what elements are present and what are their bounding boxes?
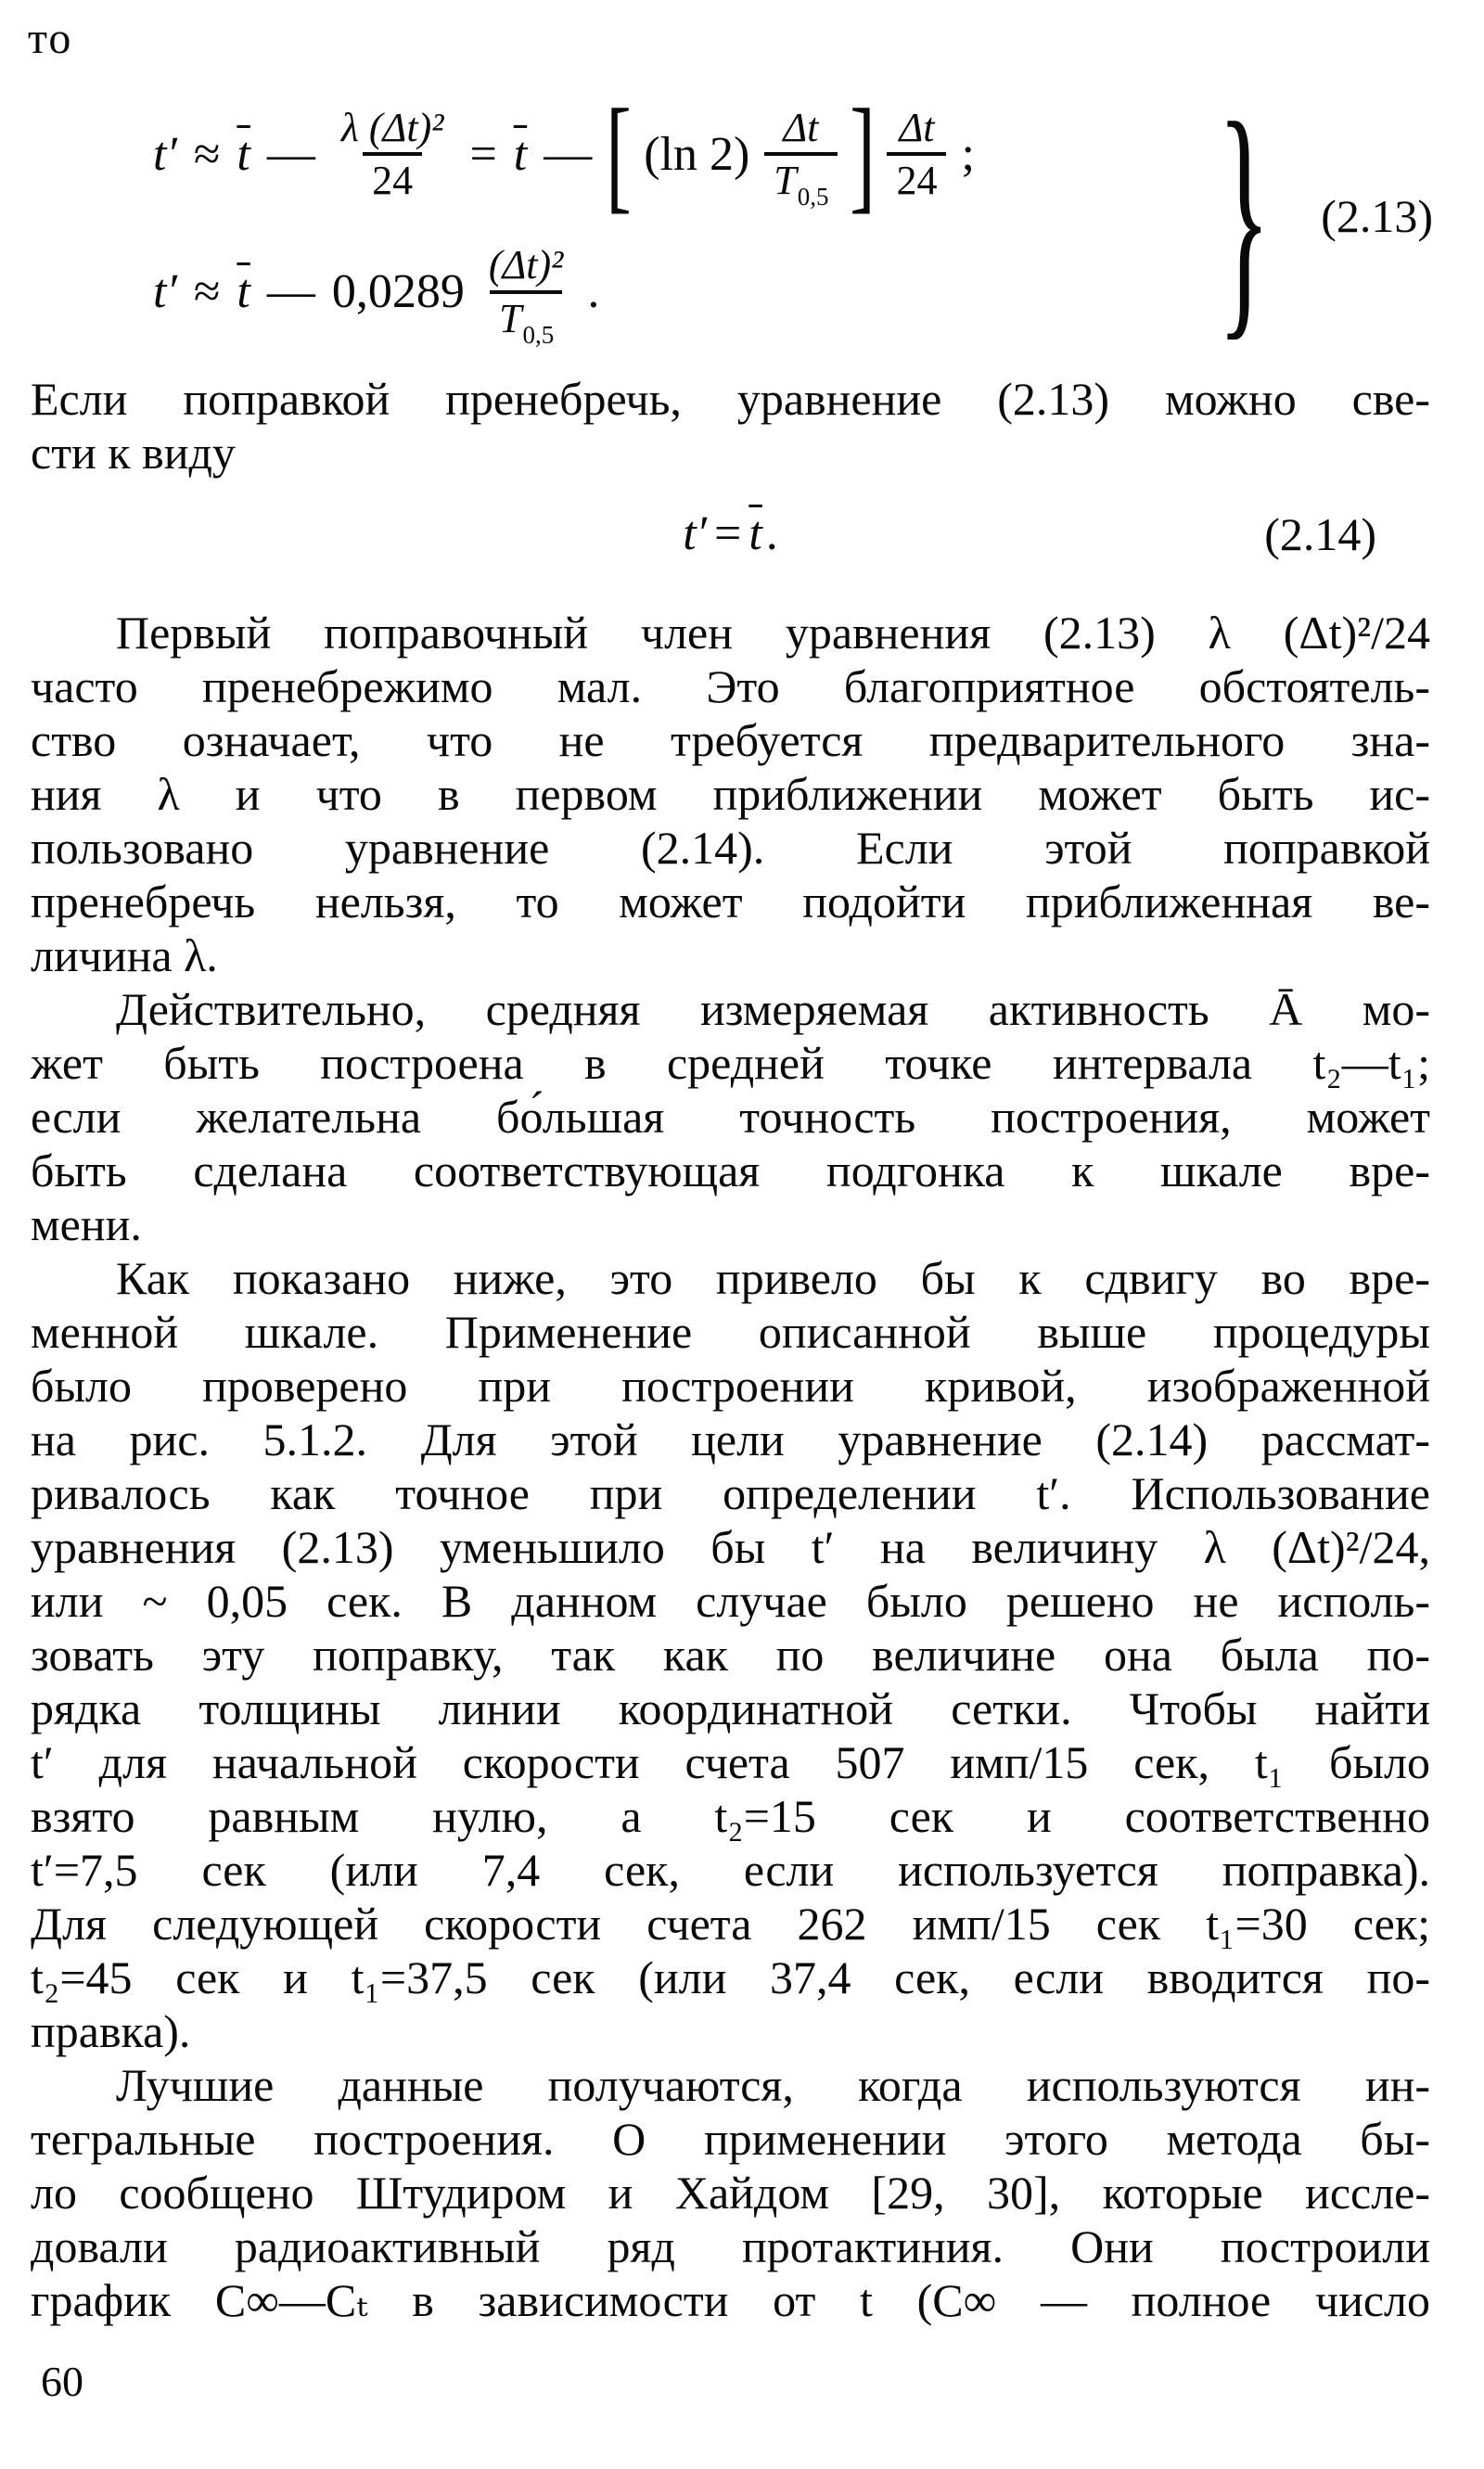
text-line: t′=7,5 сек (или 7,4 сек, если используется поправка). [31, 1844, 1430, 1896]
text-line: Если поправкой пренебречь, уравнение (2.13) можно све- [31, 373, 1430, 425]
t-half-symbol: T [498, 295, 522, 341]
fraction-numerator: Δt [899, 104, 935, 150]
text-line: ло сообщено Штудиром и Хайдом [29, 30], которые иссле- [31, 2167, 1430, 2219]
t-bar: $\overline{t}$ [237, 127, 250, 181]
t-prime: t′ [153, 265, 177, 318]
text-line: Лучшие данные получаются, когда используются ин- [116, 2059, 1430, 2111]
text-line: Действительно, средняя измеряемая активность Ā мо- [116, 983, 1430, 1035]
equation-2-13 [153, 69, 1433, 362]
equation-2-13-label: (2.13) [1321, 189, 1433, 242]
fraction-dt-over-24 [887, 105, 946, 204]
text-line: жет быть построена в средней точке интервала t₂—t₁; [31, 1037, 1430, 1089]
equals-sign: = [714, 507, 742, 560]
text-line: Как показано ниже, это привело бы к сдвигу во вре- [116, 1252, 1430, 1304]
text-line: уравнения (2.13) уменьшило бы t′ на величину λ (Δt)²/24, [31, 1521, 1430, 1573]
equals-sign: = [469, 127, 497, 181]
t-half-symbol: T [774, 158, 797, 204]
text-line: на рис. 5.1.2. Для этой цели уравнение (2.14) рассмат- [31, 1414, 1430, 1465]
text-line: часто пренебрежимо мал. Это благоприятное обстоятель- [31, 660, 1430, 712]
paragraph-lead-word: то [28, 14, 73, 63]
coefficient: 0,0289 [331, 265, 465, 318]
equation-2-13-lines [153, 83, 1192, 349]
text-line: ство означает, что не требуется предварительного зна- [31, 714, 1430, 766]
text-line: ривалось как точное при определении t′. Использование [31, 1467, 1430, 1519]
text-line: менной шкале. Применение описанной выше процедуры [31, 1306, 1430, 1358]
fraction-denominator [764, 152, 837, 211]
text-line: пренебречь нельзя, то может подойти приближенная ве- [31, 876, 1430, 927]
paragraph-intro [31, 372, 1430, 480]
text-line: Для следующей скорости счета 262 имп/15 сек t₁=30 сек; [31, 1898, 1430, 1950]
approx-sign: ≈ [193, 127, 221, 181]
fraction-numerator: (Δt)² [488, 242, 564, 288]
equation-2-14-label: (2.14) [1264, 508, 1376, 560]
minus-sign: — [266, 265, 315, 318]
text-line: сти к виду [31, 427, 236, 479]
page-number: 60 [41, 2358, 83, 2405]
text-line: ния λ и что в первом приближении может быть ис- [31, 768, 1430, 820]
text-line: довали радиоактивный ряд протактиния. Они построили [31, 2220, 1430, 2272]
paragraph-average-activity [31, 982, 1430, 1251]
text-line: рядка толщины линии координатной сетки. Чтобы найти [31, 1682, 1430, 1734]
right-curly-brace: } [1217, 69, 1272, 362]
fraction-denominator [490, 290, 562, 349]
right-square-bracket: ] [849, 83, 876, 225]
text-line: было проверено при построении кривой, изображенной [31, 1360, 1430, 1412]
period: . [587, 265, 600, 318]
text-line: пользовано уравнение (2.14). Если этой поправкой [31, 822, 1430, 874]
text-line: t′ для начальной скорости счета 507 имп/15 сек, t₁ было [31, 1736, 1430, 1788]
text-line: t₂=45 сек и t₁=37,5 сек (или 37,4 сек, если вводится по- [31, 1951, 1430, 2003]
approx-sign: ≈ [193, 265, 221, 318]
text-line: личина λ. [31, 929, 218, 981]
semicolon: ; [961, 127, 975, 181]
text-line: мени. [31, 1198, 142, 1250]
fraction-denominator: 24 [363, 152, 422, 203]
t-bar: $\overline{t}$ [513, 127, 528, 181]
t-bar: $\overline{t}$ [237, 265, 250, 318]
text-line: или ~ 0,05 сек. В данном случае было решено не исполь- [31, 1575, 1430, 1627]
t-half-subscript: 0,5 [797, 183, 829, 211]
minus-sign: — [544, 127, 593, 181]
text-line: быть сделана соответствующая подгонка к шкале вре- [31, 1145, 1430, 1196]
text-line: зовать эту поправку, так как по величине она была по- [31, 1629, 1430, 1681]
fraction-dt-over-t-half [764, 104, 837, 211]
text-line: Первый поправочный член уравнения (2.13) λ (Δt)²/24 [116, 607, 1430, 659]
equation-2-14-body [679, 507, 782, 560]
t-bar: $\overline{t}$ [748, 507, 762, 560]
text-line: если желательна бо́льшая точность построения, может [31, 1091, 1430, 1143]
minus-sign: — [266, 127, 315, 181]
text-line: тегральные построения. О применении этого метода бы- [31, 2113, 1430, 2165]
ln2-term: (ln 2) [644, 127, 750, 181]
fraction-lambda-dt-squared-over-24 [332, 105, 454, 204]
t-prime: t′ [683, 507, 708, 560]
paragraph-time-scale-shift [31, 1251, 1430, 2058]
equation-2-13-line-1 [153, 83, 1192, 225]
t-half-subscript: 0,5 [522, 320, 555, 349]
period: . [765, 507, 778, 560]
fraction-numerator: Δt [783, 104, 819, 150]
equation-2-13-line-2 [153, 242, 1192, 349]
t-prime: t′ [153, 127, 177, 181]
equation-2-14 [31, 494, 1430, 574]
fraction-dt-squared-over-t-half [480, 242, 573, 349]
fraction-denominator: 24 [887, 152, 946, 203]
text-line: график C∞—Cₜ в зависимости от t (C∞ — полное число [31, 2274, 1430, 2326]
text-line: взято равным нулю, а t₂=15 сек и соответственно [31, 1790, 1430, 1842]
page-body-text [0, 372, 1484, 2327]
paragraph-correction-term [31, 606, 1430, 982]
fraction-numerator: λ (Δt)² [340, 104, 444, 150]
left-square-bracket: [ [606, 83, 632, 225]
text-line: правка). [31, 2005, 191, 2057]
paragraph-integral-constructions [31, 2058, 1430, 2327]
